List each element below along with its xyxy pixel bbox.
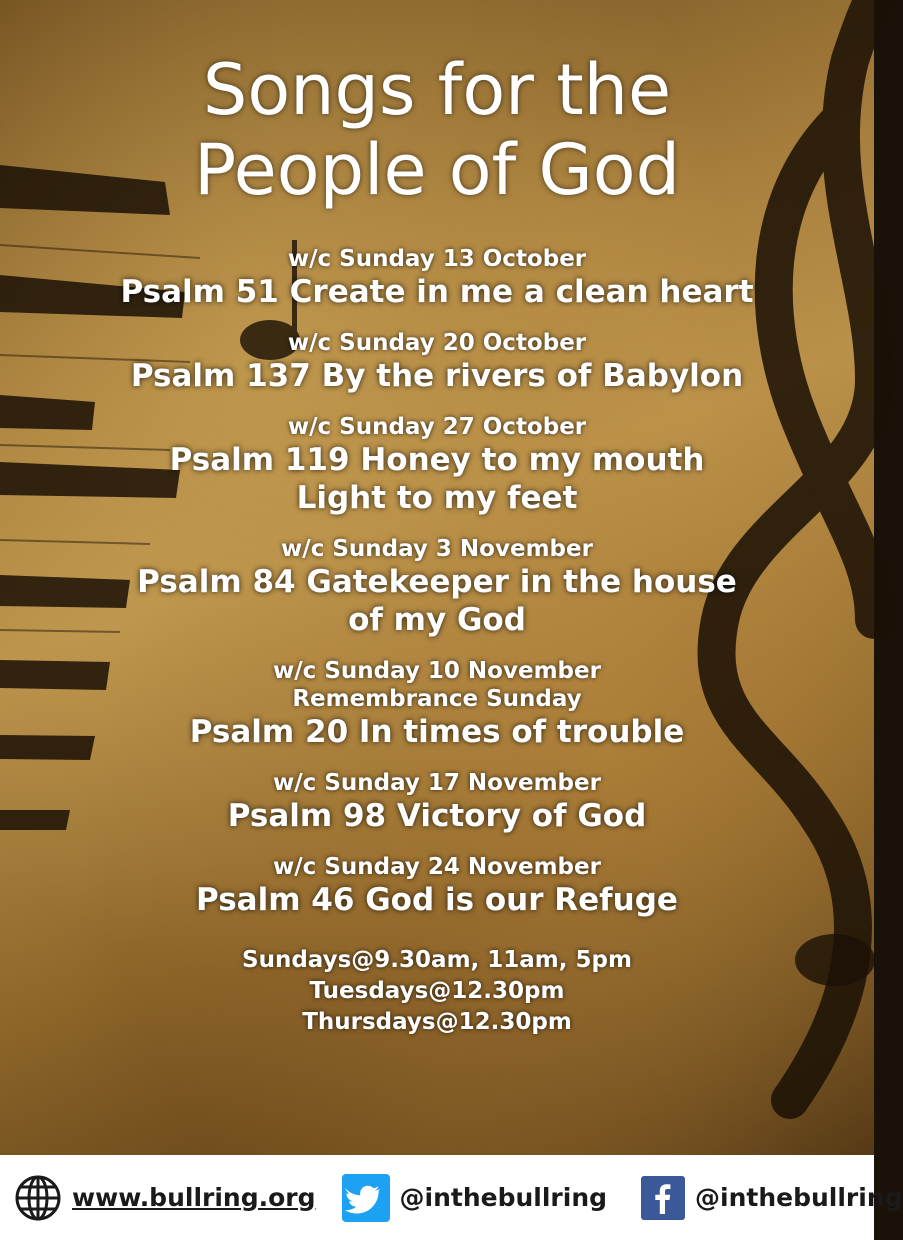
- facebook-handle-group[interactable]: [641, 1176, 903, 1220]
- schedule-entry: [0, 245, 874, 311]
- entry-psalm: Psalm 46 God is our Refuge: [196, 882, 678, 918]
- website-link-group[interactable]: [14, 1174, 316, 1222]
- service-time: Sundays@9.30am, 11am, 5pm: [242, 947, 632, 973]
- entry-note: Remembrance Sunday: [292, 686, 582, 712]
- twitter-bird-icon: [342, 1174, 390, 1222]
- schedule-entry: [0, 853, 874, 919]
- title-line-1: Songs for the: [202, 49, 672, 131]
- entry-date: w/c Sunday 10 November: [273, 658, 601, 684]
- twitter-handle[interactable]: @inthebullring: [399, 1183, 608, 1212]
- entry-date: w/c Sunday 13 October: [287, 246, 587, 272]
- entry-date: w/c Sunday 20 October: [287, 330, 587, 356]
- service-time: Tuesdays@12.30pm: [309, 978, 565, 1004]
- footer-bar: [0, 1155, 903, 1240]
- title-line-2: People of God: [193, 129, 681, 211]
- schedule-entry: [0, 657, 874, 751]
- entry-date: w/c Sunday 27 October: [287, 414, 587, 440]
- entry-psalm: Psalm 98 Victory of God: [227, 798, 647, 834]
- schedule-entry: [0, 413, 874, 517]
- entry-date: w/c Sunday 24 November: [273, 854, 601, 880]
- entry-psalm: Psalm 119 Honey to my mouth Light to my feet: [169, 442, 705, 516]
- service-times: [0, 945, 874, 1038]
- facebook-handle[interactable]: @inthebullring: [695, 1183, 903, 1212]
- entry-psalm: Psalm 51 Create in me a clean heart: [120, 274, 754, 310]
- service-time: Thursdays@12.30pm: [302, 1009, 572, 1035]
- schedule-entry: [0, 329, 874, 395]
- website-link[interactable]: www.bullring.org: [72, 1183, 316, 1212]
- globe-icon: [14, 1174, 62, 1222]
- schedule-entry: [0, 769, 874, 835]
- entry-psalm: Psalm 84 Gatekeeper in the house of my God: [137, 564, 737, 638]
- twitter-handle-group[interactable]: [342, 1174, 608, 1222]
- entry-psalm: Psalm 20 In times of trouble: [189, 714, 685, 750]
- entry-date: w/c Sunday 3 November: [281, 536, 593, 562]
- facebook-f-icon: [641, 1176, 685, 1220]
- poster-title: [0, 0, 874, 210]
- entry-date: w/c Sunday 17 November: [273, 770, 601, 796]
- schedule-entry: [0, 535, 874, 639]
- entry-psalm: Psalm 137 By the rivers of Babylon: [130, 358, 744, 394]
- psalm-schedule: [0, 245, 874, 919]
